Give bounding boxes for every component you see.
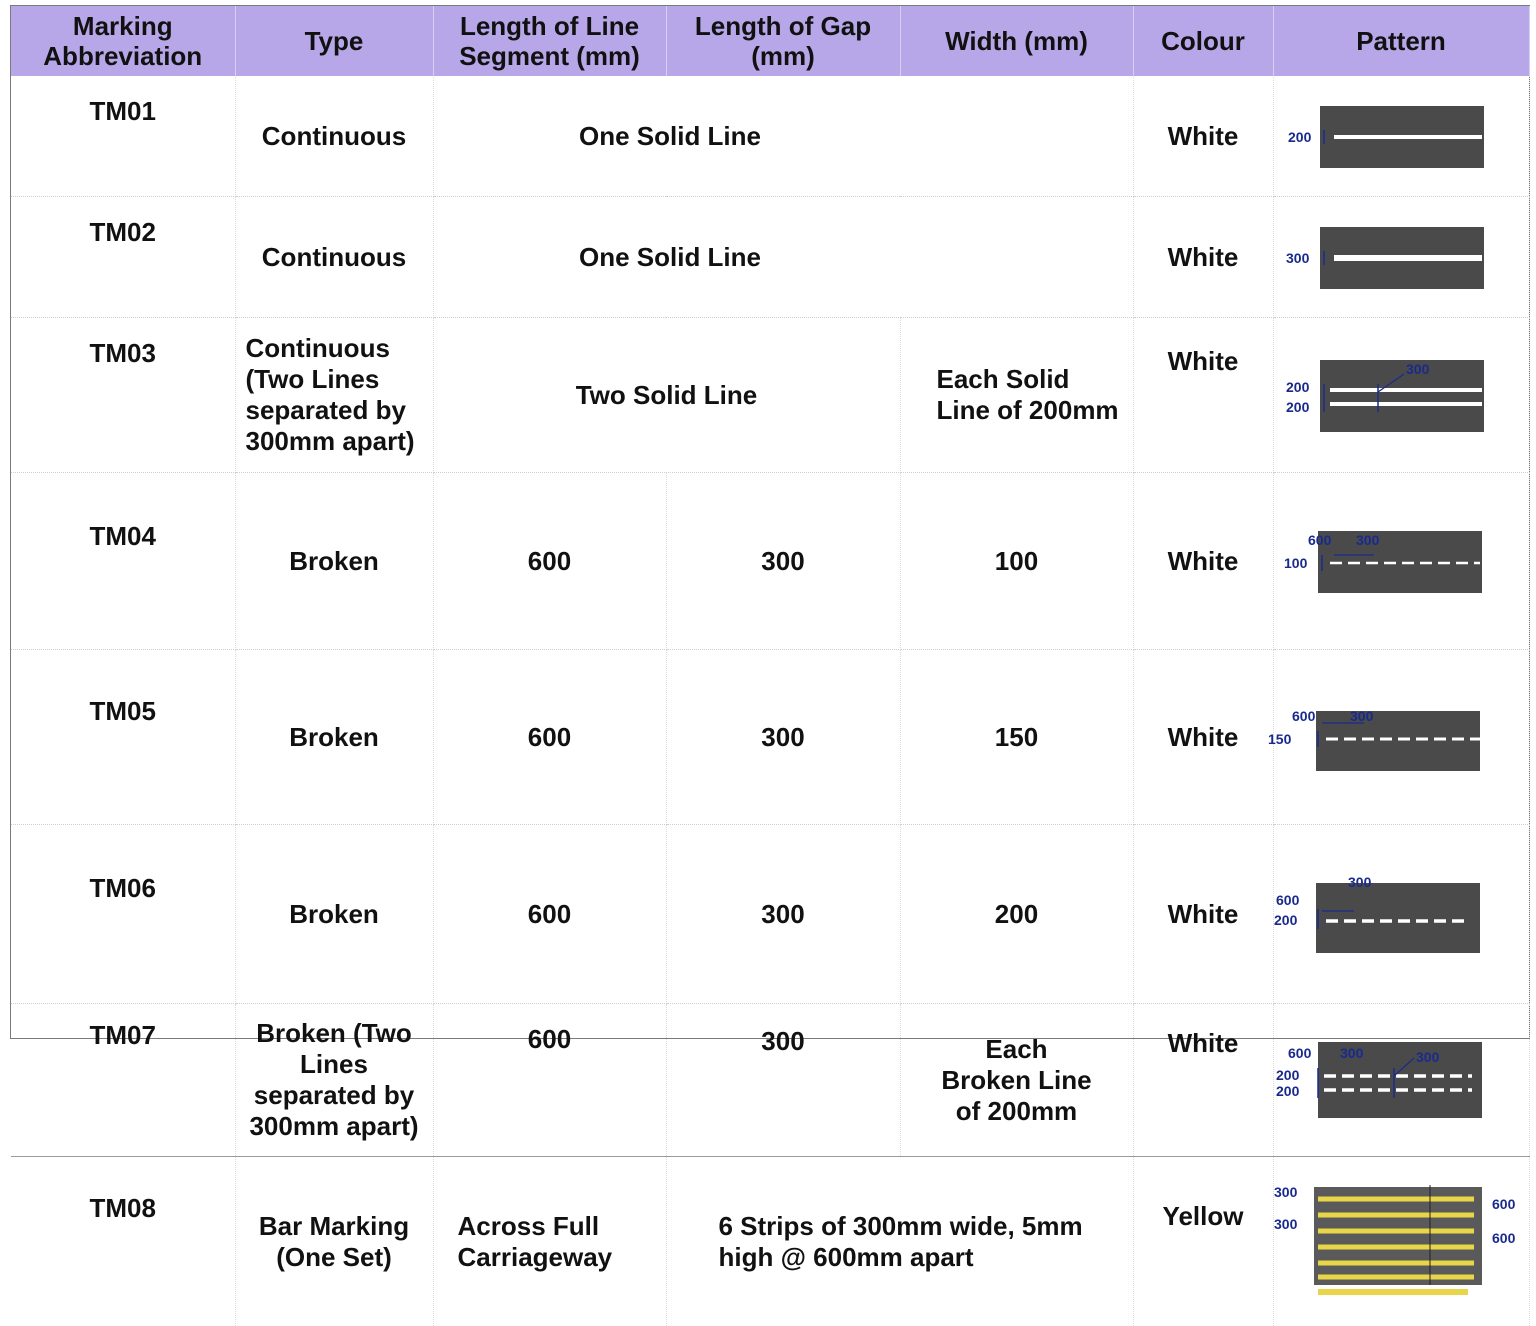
table-row	[11, 318, 1529, 473]
dimension-label: 200	[1274, 912, 1298, 928]
marking-type: Continuous	[235, 197, 433, 318]
pattern-cell	[1273, 825, 1529, 1004]
header-gap-length: Length of Gap (mm)	[666, 6, 900, 76]
line-length: One Solid Line	[433, 76, 1133, 197]
header-pattern: Pattern	[1273, 6, 1529, 76]
table-row	[11, 1004, 1529, 1157]
segment-length: 600	[433, 650, 666, 825]
dimension-label: 300	[1340, 1045, 1364, 1061]
marking-colour: White	[1133, 650, 1273, 825]
table-row	[11, 825, 1529, 1004]
header-abbreviation: Marking Abbreviation	[11, 6, 235, 76]
marking-type: Bar Marking (One Set)	[235, 1157, 433, 1326]
strip-description: 6 Strips of 300mm wide, 5mm high @ 600mm apart	[666, 1157, 1133, 1326]
dimension-label: 150	[1268, 731, 1292, 747]
marking-code: TM06	[11, 825, 235, 1004]
marking-type: Continuous (Two Lines separated by 300mm apart)	[235, 318, 433, 473]
pattern-cell	[1273, 473, 1529, 650]
marking-code: TM01	[11, 76, 235, 197]
table-row	[11, 473, 1529, 650]
dimension-label: 600	[1492, 1196, 1516, 1212]
marking-code: TM05	[11, 650, 235, 825]
dimension-label: 100	[1284, 555, 1308, 571]
gap-length: 300	[666, 825, 900, 1004]
pattern-diagram	[1274, 1179, 1530, 1304]
dimension-label: 300	[1416, 1049, 1440, 1065]
marking-type: Continuous	[235, 76, 433, 197]
marking-colour: White	[1133, 197, 1273, 318]
pattern-diagram	[1274, 332, 1530, 458]
dimension-label: 200	[1276, 1067, 1300, 1083]
marking-colour: White	[1133, 76, 1273, 197]
dimension-label: 600	[1288, 1045, 1312, 1061]
marking-width: Each Broken Line of 200mm	[900, 1004, 1133, 1157]
section-strip	[1318, 1289, 1468, 1295]
marking-colour: White	[1133, 318, 1273, 473]
segment-length: 600	[433, 825, 666, 1004]
marking-width: 150	[900, 650, 1133, 825]
line-length: Two Solid Line	[433, 318, 900, 473]
road-surface	[1314, 1187, 1482, 1285]
dimension-label: 200	[1288, 129, 1312, 145]
pattern-cell	[1273, 650, 1529, 825]
dimension-label: 200	[1286, 399, 1310, 415]
dimension-label: 300	[1286, 250, 1310, 266]
marking-colour: White	[1133, 1004, 1273, 1157]
marking-code: TM03	[11, 318, 235, 473]
dimension-label: 600	[1492, 1230, 1516, 1246]
marking-width: 200	[900, 825, 1133, 1004]
table-row	[11, 1157, 1529, 1326]
gap-length: 300	[666, 1004, 900, 1157]
header-width: Width (mm)	[900, 6, 1133, 76]
dimension-label: 200	[1286, 379, 1310, 395]
segment-length: 600	[433, 1004, 666, 1157]
pattern-diagram	[1274, 1016, 1530, 1144]
marking-colour: White	[1133, 825, 1273, 1004]
marking-table-sheet	[10, 5, 1530, 1039]
marking-width: 100	[900, 473, 1133, 650]
pattern-diagram	[1274, 673, 1530, 801]
table-row	[11, 76, 1529, 197]
pattern-cell	[1273, 197, 1529, 318]
dimension-label: 300	[1356, 532, 1380, 548]
road-surface	[1316, 711, 1480, 771]
dimension-label: 600	[1276, 892, 1300, 908]
pattern-diagram	[1274, 86, 1530, 186]
dimension-label: 300	[1274, 1216, 1298, 1232]
marking-type: Broken	[235, 650, 433, 825]
header-row	[11, 6, 1529, 76]
marking-type: Broken (Two Lines separated by 300mm apart)	[235, 1004, 433, 1157]
marking-code: TM02	[11, 197, 235, 318]
gap-length: 300	[666, 650, 900, 825]
pattern-cell	[1273, 1004, 1529, 1157]
segment-length: Across Full Carriageway	[433, 1157, 666, 1326]
segment-length: 600	[433, 473, 666, 650]
marking-colour: Yellow	[1133, 1157, 1273, 1326]
dimension-label: 300	[1348, 874, 1372, 890]
dimension-label: 600	[1292, 708, 1316, 724]
pattern-diagram	[1274, 207, 1530, 307]
dimension-label: 600	[1308, 532, 1332, 548]
header-segment-length: Length of Line Segment (mm)	[433, 6, 666, 76]
header-colour: Colour	[1133, 6, 1273, 76]
table-row	[11, 197, 1529, 318]
table-row	[11, 650, 1529, 825]
pattern-diagram	[1274, 849, 1530, 979]
pattern-cell	[1273, 1157, 1529, 1326]
marking-type: Broken	[235, 473, 433, 650]
marking-colour: White	[1133, 473, 1273, 650]
marking-type: Broken	[235, 825, 433, 1004]
marking-code: TM07	[11, 1004, 235, 1157]
dimension-label: 300	[1406, 361, 1430, 377]
dimension-label: 300	[1274, 1184, 1298, 1200]
dimension-label: 300	[1350, 708, 1374, 724]
line-length: One Solid Line	[433, 197, 1133, 318]
marking-code: TM08	[11, 1157, 235, 1326]
road-marking-table	[11, 6, 1530, 1326]
pattern-diagram	[1274, 497, 1530, 625]
dimension-label: 200	[1276, 1083, 1300, 1099]
road-surface	[1316, 883, 1480, 953]
road-surface	[1320, 360, 1484, 432]
gap-length: 300	[666, 473, 900, 650]
marking-width: Each Solid Line of 200mm	[900, 318, 1133, 473]
pattern-cell	[1273, 76, 1529, 197]
pattern-cell	[1273, 318, 1529, 473]
header-type: Type	[235, 6, 433, 76]
marking-code: TM04	[11, 473, 235, 650]
